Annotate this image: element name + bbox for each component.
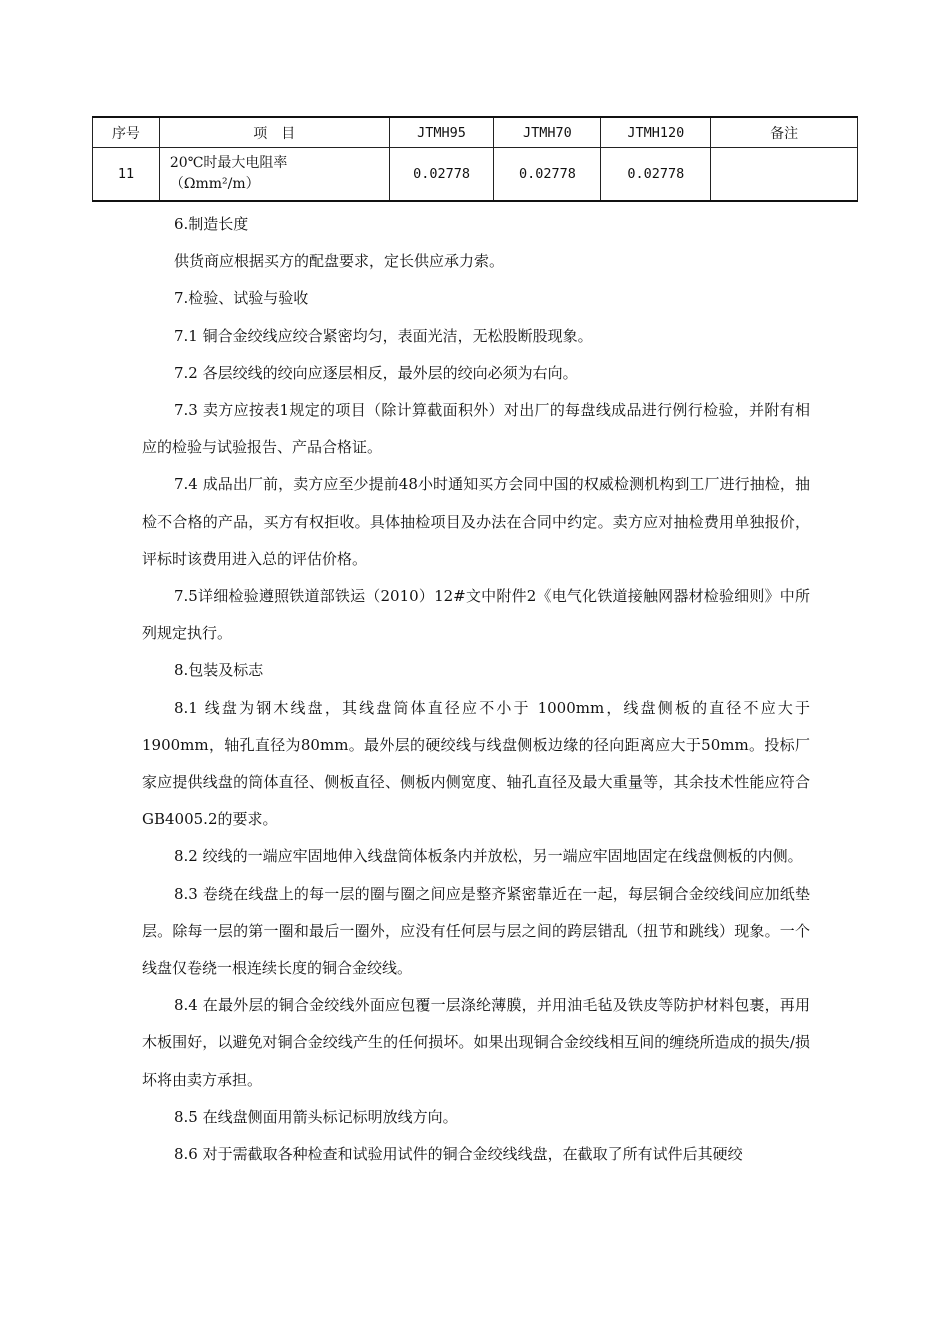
paragraph: 8.3 卷绕在线盘上的每一层的圈与圈之间应是整齐紧密靠近在一起，每层铜合金绞线间应加纸垫层。除每一层的第一圈和最后一圈外，应没有任何层与层之间的跨层错乱（扭节和跳线）现象。一个线盘仅卷绕一根连续长度的铜合金绞线。 — [142, 884, 810, 978]
paragraph: 7.3 卖方应按表1规定的项目（除计算截面积外）对出厂的每盘线成品进行例行检验，并附有相应的检验与试验报告、产品合格证。 — [142, 401, 810, 457]
paragraph: 8.6 对于需截取各种检查和试验用试件的铜合金绞线线盘，在截取了所有试件后其硬绞 — [174, 1145, 743, 1164]
cell-jtmh120: 0.02778 — [601, 148, 711, 202]
cell-jtmh95: 0.02778 — [389, 148, 494, 202]
paragraph: 8.2 绞线的一端应牢固地伸入线盘筒体板条内并放松，另一端应牢固地固定在线盘侧板的内侧。 — [174, 847, 803, 866]
header-jtmh95: JTMH95 — [389, 117, 494, 148]
paragraph: 8.4 在最外层的铜合金绞线外面应包覆一层涤纶薄膜，并用油毛毡及铁皮等防护材料包裹，再用木板围好，以避免对铜合金绞线产生的任何损坏。如果出现铜合金绞线相互间的缠绕所造成的损失/损坏将由卖方承担。 — [142, 996, 810, 1089]
paragraph: 7.2 各层绞线的绞向应逐层相反，最外层的绞向必须为右向。 — [174, 363, 578, 382]
paragraph: 7.1 铜合金绞线应绞合紧密均匀，表面光洁，无松股断股现象。 — [174, 326, 593, 345]
spec-table — [92, 116, 858, 202]
heading-packaging: 8.包装及标志 — [174, 661, 264, 680]
cell-jtmh70: 0.02778 — [494, 148, 601, 202]
paragraph: 8.5 在线盘侧面用箭头标记标明放线方向。 — [174, 1107, 458, 1126]
header-no: 序号 — [93, 117, 160, 148]
cell-item — [159, 148, 389, 202]
body-text — [142, 206, 810, 1173]
header-note: 备注 — [711, 117, 858, 148]
table-header-row — [93, 117, 858, 148]
header-jtmh120: JTMH120 — [601, 117, 711, 148]
cell-item-line2: （Ωmm²/m） — [169, 176, 260, 192]
paragraph: 7.5详细检验遵照铁道部铁运（2010）12#文中附件2《电气化铁道接触网器材检验细则》中所列规定执行。 — [142, 587, 810, 643]
paragraph: 8.1 线盘为钢木线盘，其线盘筒体直径应不小于 1000mm，线盘侧板的直径不应大于1900mm，轴孔直径为80mm。最外层的硬绞线与线盘侧板边缘的径向距离应大于50mm。投标厂家应提供线盘的筒体直径、侧板直径、侧板内侧宽度、轴孔直径及最大重量等，其余技术性能应符合GB4005.2的要求。 — [142, 698, 810, 829]
cell-note — [711, 148, 858, 202]
header-item: 项 目 — [159, 117, 389, 148]
paragraph: 供货商应根据买方的配盘要求，定长供应承力索。 — [174, 252, 505, 271]
header-jtmh70: JTMH70 — [494, 117, 601, 148]
table-row — [93, 148, 858, 202]
paragraph: 7.4 成品出厂前，卖方应至少提前48小时通知买方会同中国的权威检测机构到工厂进行抽检，抽检不合格的产品，买方有权拒收。具体抽检项目及办法在合同中约定。卖方应对抽检费用单独报价，评标时该费用进入总的评估价格。 — [142, 475, 810, 568]
cell-item-line1: 20℃时最大电阻率 — [169, 155, 288, 171]
cell-no: 11 — [93, 148, 160, 202]
heading-inspection: 7.检验、试验与验收 — [174, 289, 309, 308]
heading-manufacturing-length: 6.制造长度 — [174, 215, 249, 233]
